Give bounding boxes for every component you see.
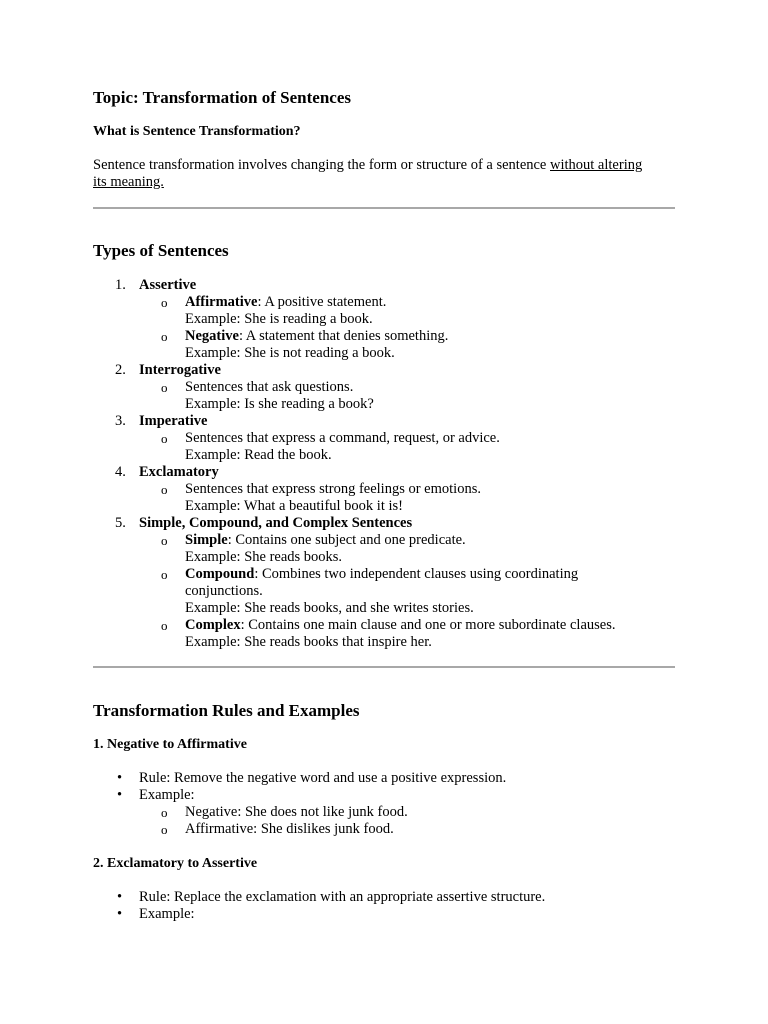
section-divider — [93, 666, 675, 668]
list-number: 3. — [115, 413, 126, 429]
example-text: Example: She reads books. — [185, 549, 343, 565]
rule-text: Rule: Remove the negative word and use a positive expression. — [139, 770, 507, 786]
term-description: : A positive statement. — [257, 294, 387, 310]
sub-bullet: o — [161, 533, 168, 548]
sub-bullet: o — [161, 329, 168, 344]
sub-bullet: o — [161, 822, 168, 837]
rule2-heading: 2. Exclamatory to Assertive — [93, 856, 258, 871]
example-affirmative: Affirmative: She dislikes junk food. — [185, 821, 394, 837]
rule-text: Rule: Replace the exclamation with an appropriate assertive structure. — [139, 889, 546, 905]
list-item — [185, 328, 448, 345]
term-negative: Negative — [185, 328, 239, 344]
sub-bullet: o — [161, 805, 168, 820]
list-item — [185, 532, 466, 549]
example-label: Example: — [139, 787, 195, 803]
sub-bullet: o — [161, 482, 168, 497]
term-compound: Compound — [185, 566, 255, 582]
list-number: 4. — [115, 464, 126, 480]
example-text: Example: Read the book. — [185, 447, 332, 463]
list-item-assertive: Assertive — [139, 277, 197, 293]
example-text: Example: She is reading a book. — [185, 311, 373, 327]
term-description-continued: conjunctions. — [185, 583, 263, 599]
types-heading: Types of Sentences — [93, 241, 229, 260]
list-item — [185, 566, 578, 583]
list-number: 1. — [115, 277, 126, 293]
example-text: Example: She reads books, and she writes stories. — [185, 600, 474, 616]
sub-bullet: o — [161, 431, 168, 446]
term-complex: Complex — [185, 617, 241, 633]
example-text: Example: Is she reading a book? — [185, 396, 374, 412]
list-number: 2. — [115, 362, 126, 378]
intro-paragraph — [93, 157, 653, 191]
list-item-exclamatory: Exclamatory — [139, 464, 219, 480]
rule1-heading: 1. Negative to Affirmative — [93, 737, 247, 752]
term-description: : Contains one main clause and one or more subordinate clauses. — [240, 617, 616, 633]
example-text: Example: She reads books that inspire her. — [185, 634, 432, 650]
term-affirmative: Affirmative — [185, 294, 258, 310]
bullet: • — [117, 787, 123, 803]
list-item: Sentences that express a command, request, or advice. — [185, 430, 500, 446]
sub-bullet: o — [161, 380, 168, 395]
bullet: • — [117, 770, 123, 786]
section-divider — [93, 207, 675, 209]
list-item — [185, 294, 386, 311]
sub-bullet: o — [161, 295, 168, 310]
page-title: Topic: Transformation of Sentences — [93, 88, 351, 107]
list-item: Sentences that ask questions. — [185, 379, 354, 395]
term-simple: Simple — [185, 532, 228, 548]
term-description: : A statement that denies something. — [238, 328, 449, 344]
term-description: : Contains one subject and one predicate. — [227, 532, 466, 548]
list-item-imperative: Imperative — [139, 413, 208, 429]
example-text: Example: She is not reading a book. — [185, 345, 395, 361]
list-item — [185, 617, 615, 634]
intro-heading: What is Sentence Transformation? — [93, 124, 301, 139]
sub-bullet: o — [161, 567, 168, 582]
list-item-interrogative: Interrogative — [139, 362, 221, 378]
example-label: Example: — [139, 906, 195, 922]
list-number: 5. — [115, 515, 126, 531]
bullet: • — [117, 906, 123, 922]
list-item: Sentences that express strong feelings or emotions. — [185, 481, 481, 497]
rules-heading: Transformation Rules and Examples — [93, 701, 360, 720]
bullet: • — [117, 889, 123, 905]
intro-underlined-text: without altering its meaning. — [93, 157, 643, 190]
intro-text: Sentence transformation involves changing the form or structure of a sentence — [93, 157, 550, 173]
list-item-sentence-structures: Simple, Compound, and Complex Sentences — [139, 515, 413, 531]
example-text: Example: What a beautiful book it is! — [185, 498, 403, 514]
sub-bullet: o — [161, 618, 168, 633]
example-negative: Negative: She does not like junk food. — [185, 804, 408, 820]
term-description: : Combines two independent clauses using coordinating — [254, 566, 579, 582]
